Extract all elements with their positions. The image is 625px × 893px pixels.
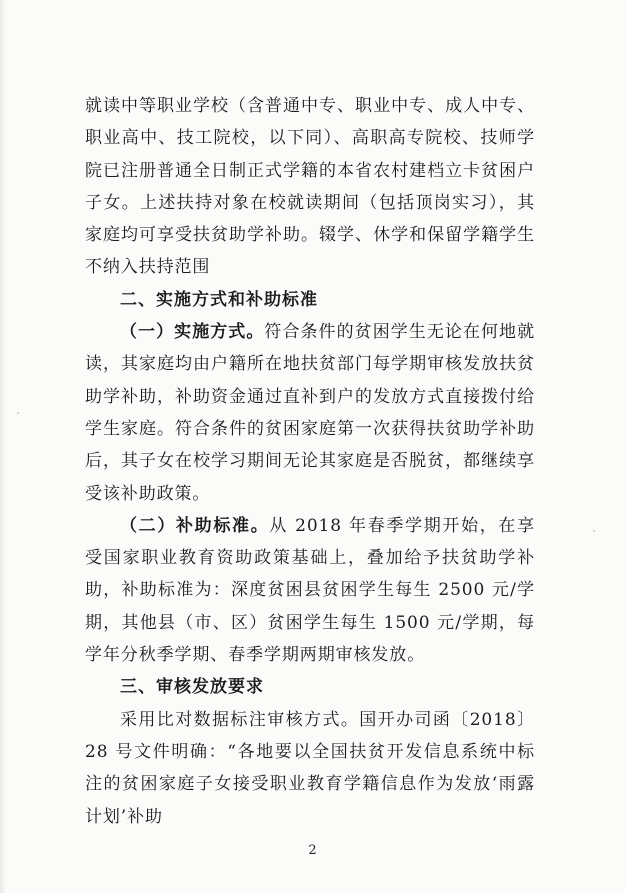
scan-speck bbox=[17, 412, 19, 414]
page-number: 2 bbox=[308, 843, 317, 858]
section-heading-implementation: 二、实施方式和补助标准 bbox=[120, 289, 318, 310]
implementation-method-text: 符合条件的贫困学生无论在何地就读，其家庭均由户籍所在地扶贫部门每学期审核发放扶贫助学补助，补助资金通过直补到户的发放方式直接拨付给学生家庭。符合条件的贫困家庭第一次获得扶贫助学补助后，其子女在校学习期间无论其家庭是否脱贫，都继续享受该补助政策。 bbox=[85, 322, 536, 504]
scan-speck bbox=[593, 530, 595, 532]
implementation-method-paragraph bbox=[85, 316, 535, 510]
intro-paragraph: 就读中等职业学校（含普通中专、职业中专、成人中专、职业高中、技工院校，以下同）、高职高专院校、技师学院已注册普通全日制正式学籍的本省农村建档立卡贫困户子女。上述扶持对象在校就读期间（包括顶岗实习），其家庭均可享受扶贫助学补助。辍学、休学和保留学籍学生不纳入扶持范围 bbox=[85, 96, 535, 278]
subsidy-standard-paragraph bbox=[85, 510, 535, 671]
subsidy-standard-text: 从 2018 年春季学期开始，在享受国家职业教育资助政策基础上，叠加给予扶贫助学补助，补助标准为：深度贫困县贫困学生每生 2500 元/学期，其他县（市、区）贫困学生每生 1500 元/学期，每学年分秋季学期、春季学期两期审核发放。 bbox=[85, 515, 535, 666]
review-paragraph: 采用比对数据标注审核方式。国开办司函〔2018〕28 号文件明确：“各地要以全国扶贫开发信息系统中标注的贫困家庭子女接受职业教育学籍信息作为发放‘雨露计划’补助 bbox=[85, 709, 535, 827]
subsidy-standard-lead: （二）补助标准。 bbox=[120, 515, 270, 536]
document-body bbox=[85, 90, 535, 833]
implementation-method-lead: （一）实施方式。 bbox=[120, 322, 265, 343]
section-heading-review: 三、审核发放要求 bbox=[120, 677, 264, 698]
scan-shadow bbox=[0, 0, 6, 893]
